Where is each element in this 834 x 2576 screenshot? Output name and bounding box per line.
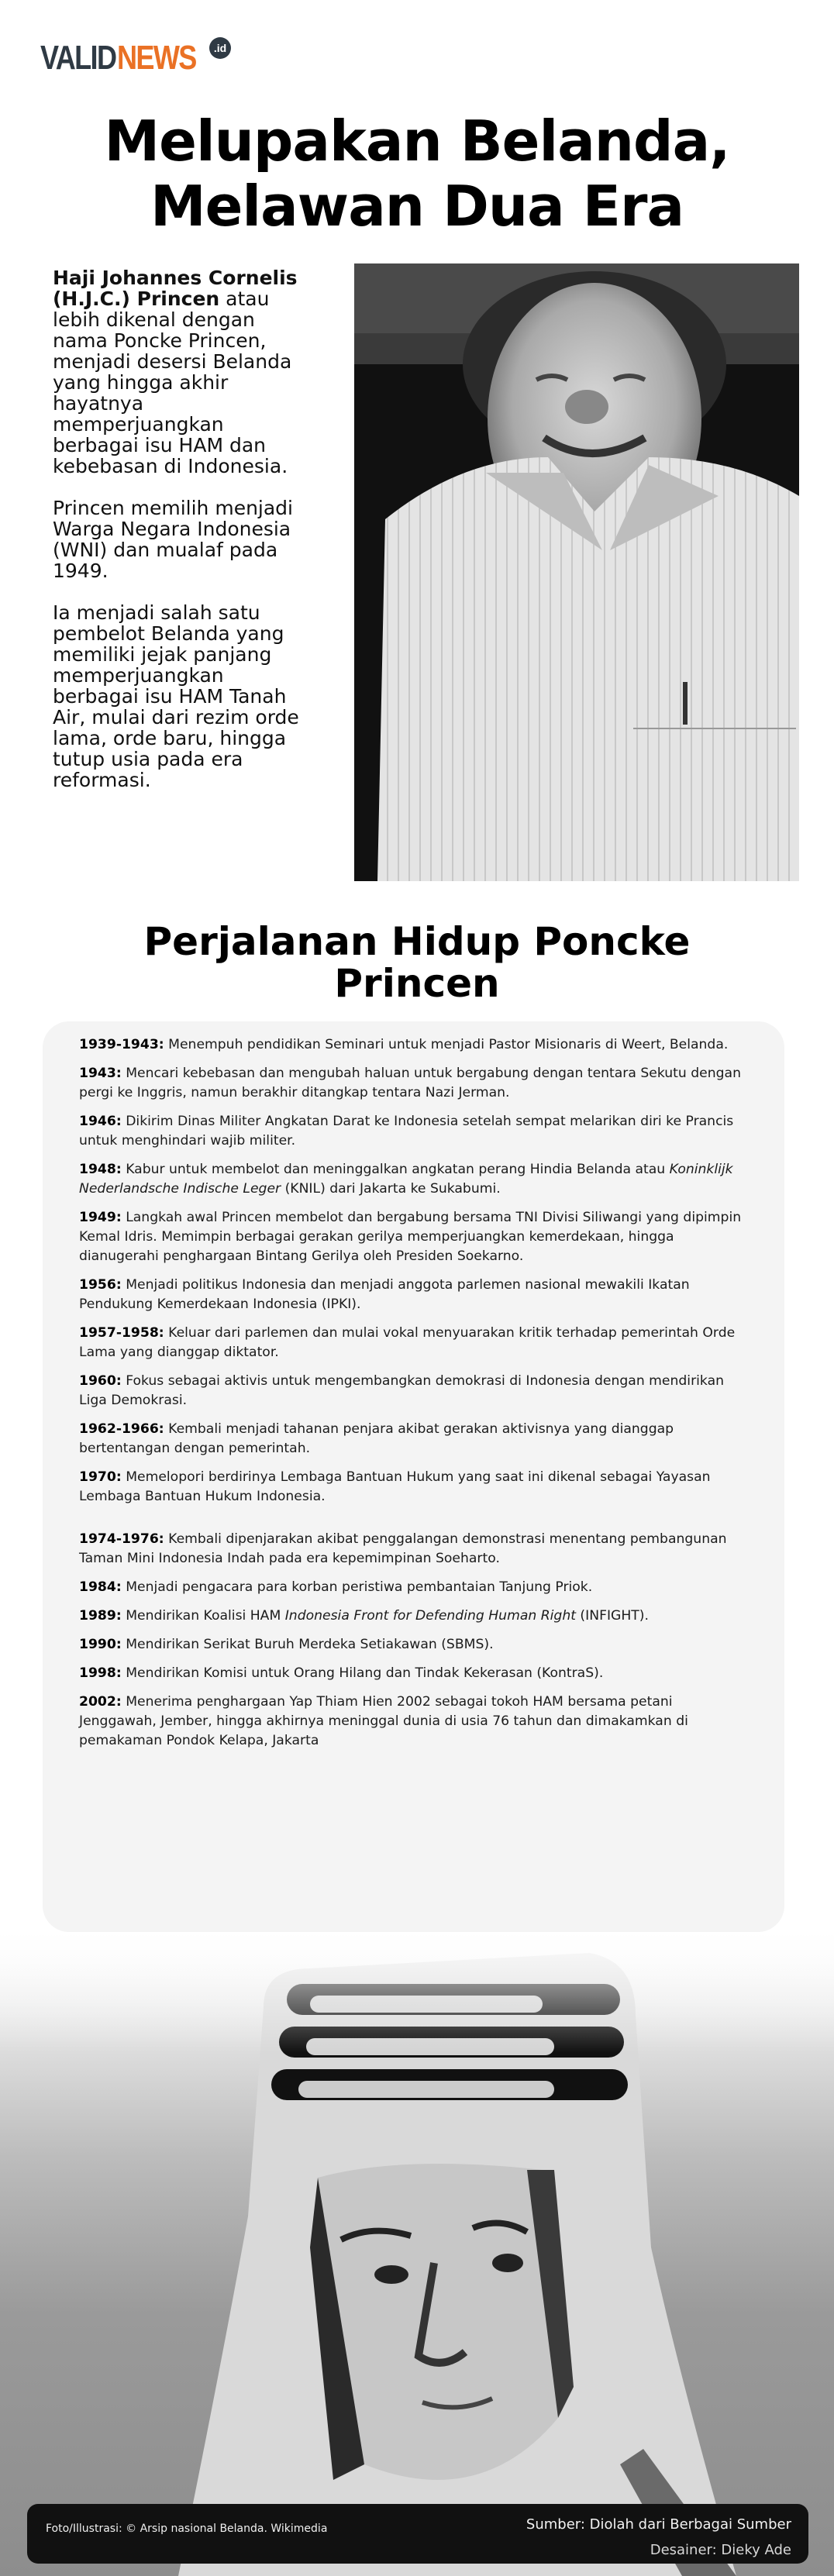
portrait-photo [354,263,799,881]
timeline-text: (KNIL) dari Jakarta ke Sukabumi. [281,1181,501,1197]
logo-id-badge: .id [209,37,231,59]
timeline-text: Langkah awal Princen membelot dan bergabung bersama TNI Divisi Siliwangi yang dipimpin Kemal Idris. Memimpin berbagai gerakan gerilya memperjuangkan kemerdekaan, hingga dianugerahi penghargaan Bintang Gerilya oleh Presiden Soekarno. [79,1210,742,1264]
bottom-photo [0,1922,834,2576]
timeline-title-line1: Perjalanan Hidup Poncke [143,919,691,964]
logo-valid-text: VALID [40,39,116,77]
logo-news-text: NEWS [116,39,196,77]
timeline-item [79,1035,753,1055]
timeline-text-italic: Indonesia Front for Defending Human Right [284,1608,576,1624]
timeline-item [79,1420,753,1458]
portrait-image-icon [354,263,799,881]
timeline-item [79,1693,753,1751]
timeline-year: 1989: [79,1608,122,1624]
keffiyeh-portrait-image-icon [0,1922,834,2576]
timeline-year: 1960: [79,1373,122,1389]
timeline-text: Menempuh pendidikan Seminari untuk menjadi Pastor Misionaris di Weert, Belanda. [168,1037,729,1052]
timeline-year: 1939-1943: [79,1037,164,1052]
timeline-item [79,1208,753,1266]
page-title [0,108,834,239]
timeline-title-line2: Princen [334,961,500,1006]
timeline-text: Kembali menjadi tahanan penjara akibat gerakan aktivisnya yang dianggap bertentangan dengan pemerintah. [79,1421,674,1456]
timeline-text: (INFIGHT). [575,1608,649,1624]
intro-paragraph-1-rest: atau lebih dikenal dengan nama Poncke Princen, menjadi desersi Belanda yang hingga akhir hayatnya memperjuangkan berbagai isu HAM dan kebebasan di Indonesia. [53,288,292,477]
timeline-text: Kembali dipenjarakan akibat penggalangan demonstrasi menentang pembangunan Taman Mini Indonesia Indah pada era kepemimpinan Soeharto. [79,1531,727,1566]
footer-right [526,2512,791,2563]
timeline-text: Mendirikan Komisi untuk Orang Hilang dan Tindak Kekerasan (KontraS). [126,1665,604,1681]
timeline-year: 2002: [79,1694,122,1710]
timeline-text: Memelopori berdirinya Lembaga Bantuan Hukum yang saat ini dikenal sebagai Yayasan Lembaga Bantuan Hukum Indonesia. [79,1469,711,1504]
timeline-item [79,1578,753,1597]
timeline-year: 1998: [79,1665,122,1681]
timeline-item [79,1635,753,1655]
timeline-item [79,1276,753,1314]
timeline-year: 1956: [79,1277,122,1293]
timeline-item [79,1064,753,1103]
timeline-text: Menjadi politikus Indonesia dan menjadi anggota parlemen nasional mewakili Ikatan Pendukung Kemerdekaan Indonesia (IPKI). [79,1277,690,1312]
intro-paragraph-1 [53,267,308,477]
timeline-item [79,1664,753,1683]
intro-name-bold: Haji Johannes Cornelis (H.J.C.) Princen [53,267,298,310]
timeline-text: Kabur untuk membelot dan meninggalkan angkatan perang Hindia Belanda atau [126,1162,670,1177]
timeline-item [79,1372,753,1410]
timeline-year: 1970: [79,1469,122,1485]
page-title-line2: Melawan Dua Era [150,174,684,239]
photo-credit: Foto/Illustrasi: © Arsip nasional Belanda. Wikimedia [46,2523,328,2535]
timeline-item [79,1607,753,1626]
timeline-text: Keluar dari parlemen dan mulai vokal menyuarakan kritik terhadap pemerintah Orde Lama yang dianggap diktator. [79,1325,736,1360]
timeline-text: Fokus sebagai aktivis untuk mengembangkan demokrasi di Indonesia dengan mendirikan Liga Demokrasi. [79,1373,724,1408]
timeline-text: Dikirim Dinas Militer Angkatan Darat ke Indonesia setelah sempat melarikan diri ke Prancis untuk menghindari wajib militer. [79,1114,734,1149]
timeline-year: 1990: [79,1637,122,1652]
timeline-year: 1957-1958: [79,1325,164,1341]
timeline-year: 1984: [79,1579,122,1595]
validnews-logo [40,37,227,77]
timeline-title [0,921,834,1004]
timeline-year: 1974-1976: [79,1531,164,1547]
page-title-line1: Melupakan Belanda, [104,108,730,174]
timeline-year: 1948: [79,1162,122,1177]
credits-footer [27,2504,808,2564]
timeline-text-italic: Koninklijk Nederlandsche Indische Leger [79,1162,733,1197]
timeline-year: 1943: [79,1066,122,1081]
timeline-year: 1949: [79,1210,122,1225]
timeline-item [79,1530,753,1569]
timeline-item [79,1160,753,1199]
timeline-year: 1962-1966: [79,1421,164,1437]
timeline-box [43,1021,784,1932]
designer-text: Desainer: Dieky Ade [650,2542,791,2558]
intro-paragraph-2: Princen memilih menjadi Warga Negara Indonesia (WNI) dan mualaf pada 1949. [53,497,293,582]
timeline-text: Mencari kebebasan dan mengubah haluan untuk bergabung dengan tentara Sekutu dengan pergi ke Inggris, namun berakhir ditangkap tentara Nazi Jerman. [79,1066,741,1100]
timeline-item [79,1112,753,1151]
timeline-year: 1946: [79,1114,122,1129]
timeline-text: Menerima penghargaan Yap Thiam Hien 2002 sebagai tokoh HAM bersama petani Jenggawah, Jember, hingga akhirnya meninggal dunia di usia 76 tahun dan dimakamkan di pemakaman Pondok Kelapa, Jakarta [79,1694,688,1748]
intro-paragraph-3: Ia menjadi salah satu pembelot Belanda yang memiliki jejak panjang memperjuangkan berbagai isu HAM Tanah Air, mulai dari rezim orde lama, orde baru, hingga tutup usia pada era reformasi. [53,601,299,791]
source-text: Sumber: Diolah dari Berbagai Sumber [526,2516,791,2533]
intro-text [53,267,308,811]
timeline-text: Mendirikan Koalisi HAM [126,1608,285,1624]
timeline-text: Mendirikan Serikat Buruh Merdeka Setiakawan (SBMS). [126,1637,494,1652]
timeline-item [79,1324,753,1362]
timeline-text: Menjadi pengacara para korban peristiwa pembantaian Tanjung Priok. [126,1579,593,1595]
timeline-item [79,1468,753,1507]
